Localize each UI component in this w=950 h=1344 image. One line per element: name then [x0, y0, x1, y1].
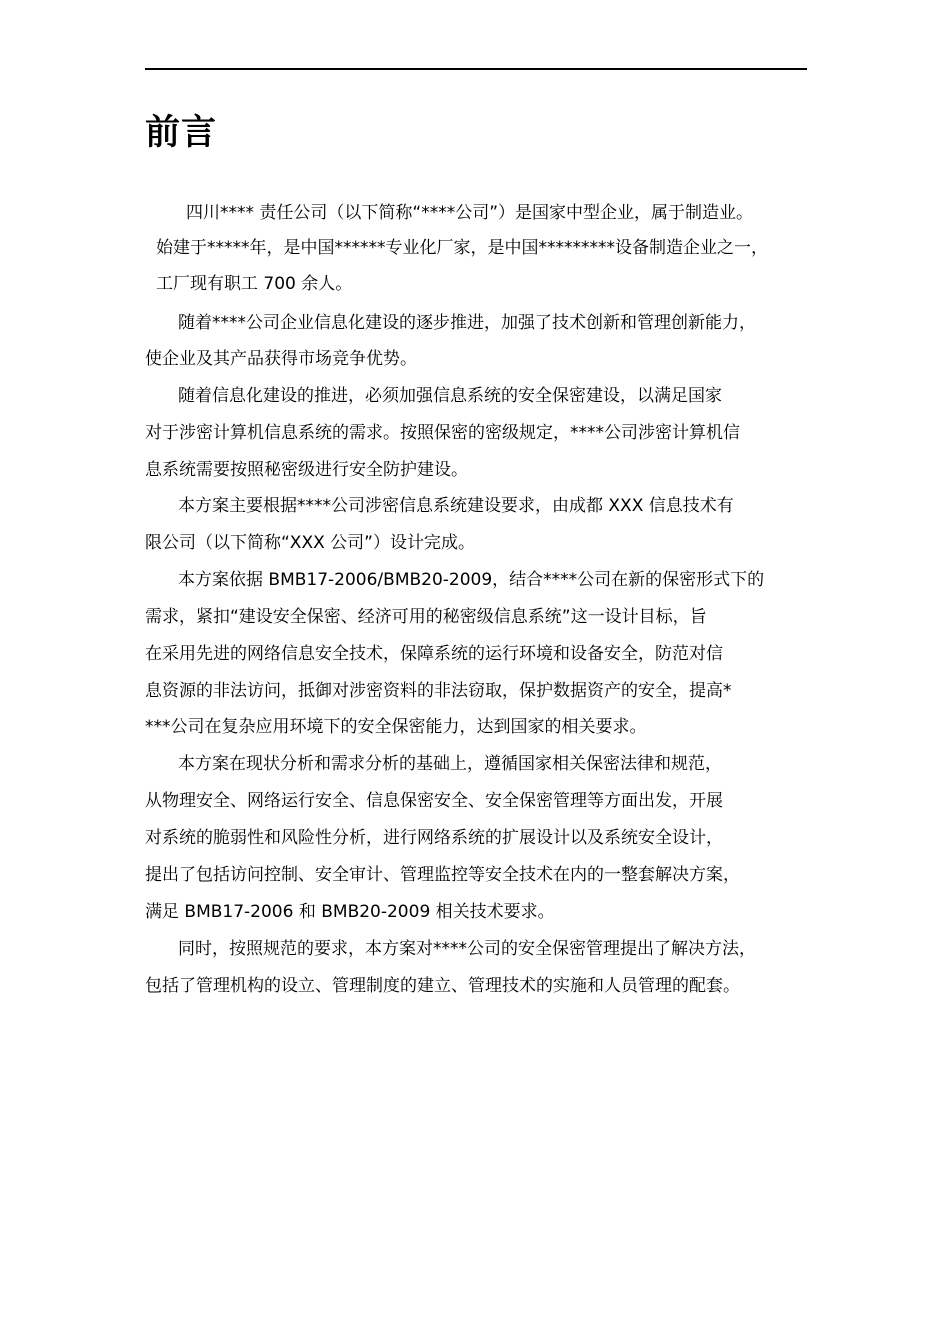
text-line: 息系统需要按照秘密级进行安全防护建设。 — [145, 460, 468, 480]
text-line: 息资源的非法访问，抵御对涉密资料的非法窃取，保护数据资产的安全，提高* — [145, 681, 732, 701]
text-line: 随着信息化建设的推进，必须加强信息系统的安全保密建设，以满足国家 — [178, 386, 722, 406]
text-line: 本方案主要根据****公司涉密信息系统建设要求，由成都 XXX 信息技术有 — [178, 496, 734, 516]
text-line: 需求，紧扣“建设安全保密、经济可用的秘密级信息系统”这一设计目标，旨 — [145, 607, 707, 627]
text-line: 同时，按照规范的要求，本方案对****公司的安全保密管理提出了解决方法， — [178, 939, 756, 959]
text-line: 四川**** 责任公司（以下简称“****公司”）是国家中型企业，属于制造业。 — [186, 203, 754, 223]
text-line: 在采用先进的网络信息安全技术，保障系统的运行环境和设备安全，防范对信 — [145, 644, 723, 664]
text-line: 从物理安全、网络运行安全、信息保密安全、安全保密管理等方面出发，开展 — [145, 791, 723, 811]
text-line: 提出了包括访问控制、安全审计、管理监控等安全技术在内的一整套解决方案， — [145, 865, 740, 885]
text-line: 限公司（以下简称“XXX 公司”）设计完成。 — [145, 533, 475, 553]
text-line: 随着****公司企业信息化建设的逐步推进，加强了技术创新和管理创新能力， — [178, 313, 756, 333]
text-line: 本方案在现状分析和需求分析的基础上，遵循国家相关保密法律和规范， — [178, 754, 722, 774]
text-line: 本方案依据 BMB17-2006/BMB20-2009，结合****公司在新的保密形式下的 — [178, 570, 765, 590]
text-line: 对于涉密计算机信息系统的需求。按照保密的密级规定，****公司涉密计算机信 — [145, 423, 740, 443]
text-line: 工厂现有职工 700 余人。 — [156, 274, 353, 294]
text-line: 使企业及其产品获得市场竞争优势。 — [145, 349, 417, 369]
text-line: 包括了管理机构的设立、管理制度的建立、管理技术的实施和人员管理的配套。 — [145, 976, 740, 996]
text-line: ***公司在复杂应用环境下的安全保密能力，达到国家的相关要求。 — [145, 717, 647, 737]
text-line: 始建于*****年，是中国******专业化厂家，是中国*********设备制造企业之一， — [156, 238, 768, 258]
text-line: 满足 BMB17-2006 和 BMB20-2009 相关技术要求。 — [145, 902, 555, 922]
text-line: 对系统的脆弱性和风险性分析，进行网络系统的扩展设计以及系统安全设计， — [145, 828, 723, 848]
page-title: 前言 — [145, 113, 218, 153]
header-rule — [145, 68, 807, 70]
